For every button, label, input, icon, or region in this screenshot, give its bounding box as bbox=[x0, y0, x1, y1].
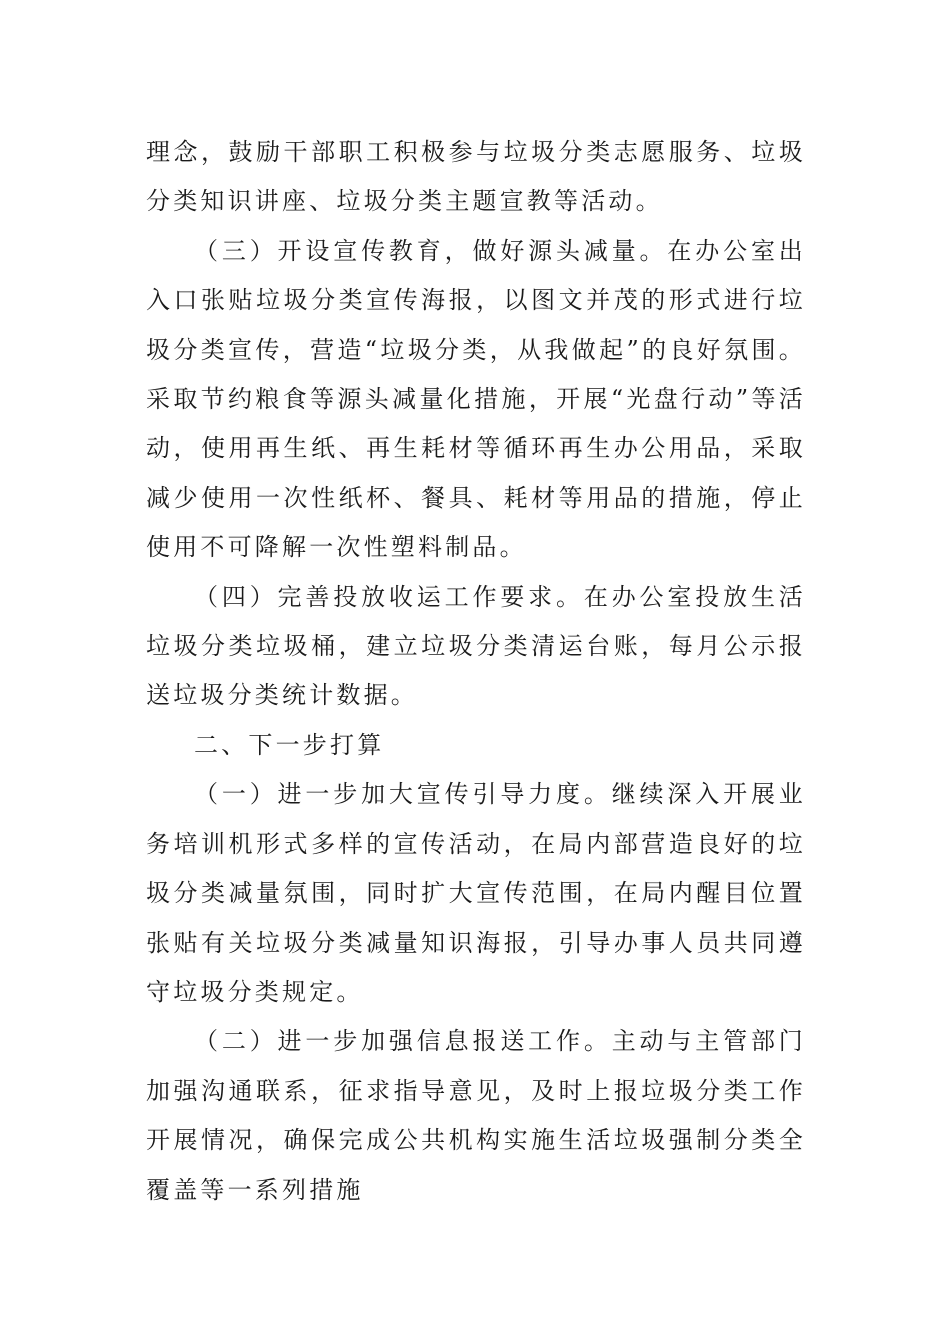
document-body bbox=[146, 128, 806, 1215]
paragraph-section-2-1: （一）进一步加大宣传引导力度。继续深入开展业务培训机形式多样的宣传活动，在局内部营造良好的垃圾分类减量氛围，同时扩大宣传范围，在局内醒目位置张贴有关垃圾分类减量知识海报，引导办事人员共同遵守垃圾分类规定。 bbox=[146, 780, 806, 1006]
paragraph-section-2-2: （二）进一步加强信息报送工作。主动与主管部门加强沟通联系，征求指导意见，及时上报垃圾分类工作开展情况，确保完成公共机构实施生活垃圾强制分类全覆盖等一系列措施 bbox=[146, 1027, 806, 1204]
section-heading-next-steps: 二、下一步打算 bbox=[194, 730, 385, 759]
paragraph-section-1-3: （三）开设宣传教育，做好源头减量。在办公室出入口张贴垃圾分类宣传海报，以图文并茂的形式进行垃圾分类宣传，营造“垃圾分类，从我做起”的良好氛围。采取节约粮食等源头减量化措施，开展“光盘行动”等活动，使用再生纸、再生耗材等循环再生办公用品，采取减少使用一次性纸杯、餐具、耗材等用品的措施，停止使用不可降解一次性塑料制品。 bbox=[146, 236, 806, 562]
paragraph-continued: 理念，鼓励干部职工积极参与垃圾分类志愿服务、垃圾分类知识讲座、垃圾分类主题宣教等活动。 bbox=[146, 138, 806, 216]
paragraph-section-1-4: （四）完善投放收运工作要求。在办公室投放生活垃圾分类垃圾桶，建立垃圾分类清运台账，每月公示报送垃圾分类统计数据。 bbox=[146, 582, 806, 710]
